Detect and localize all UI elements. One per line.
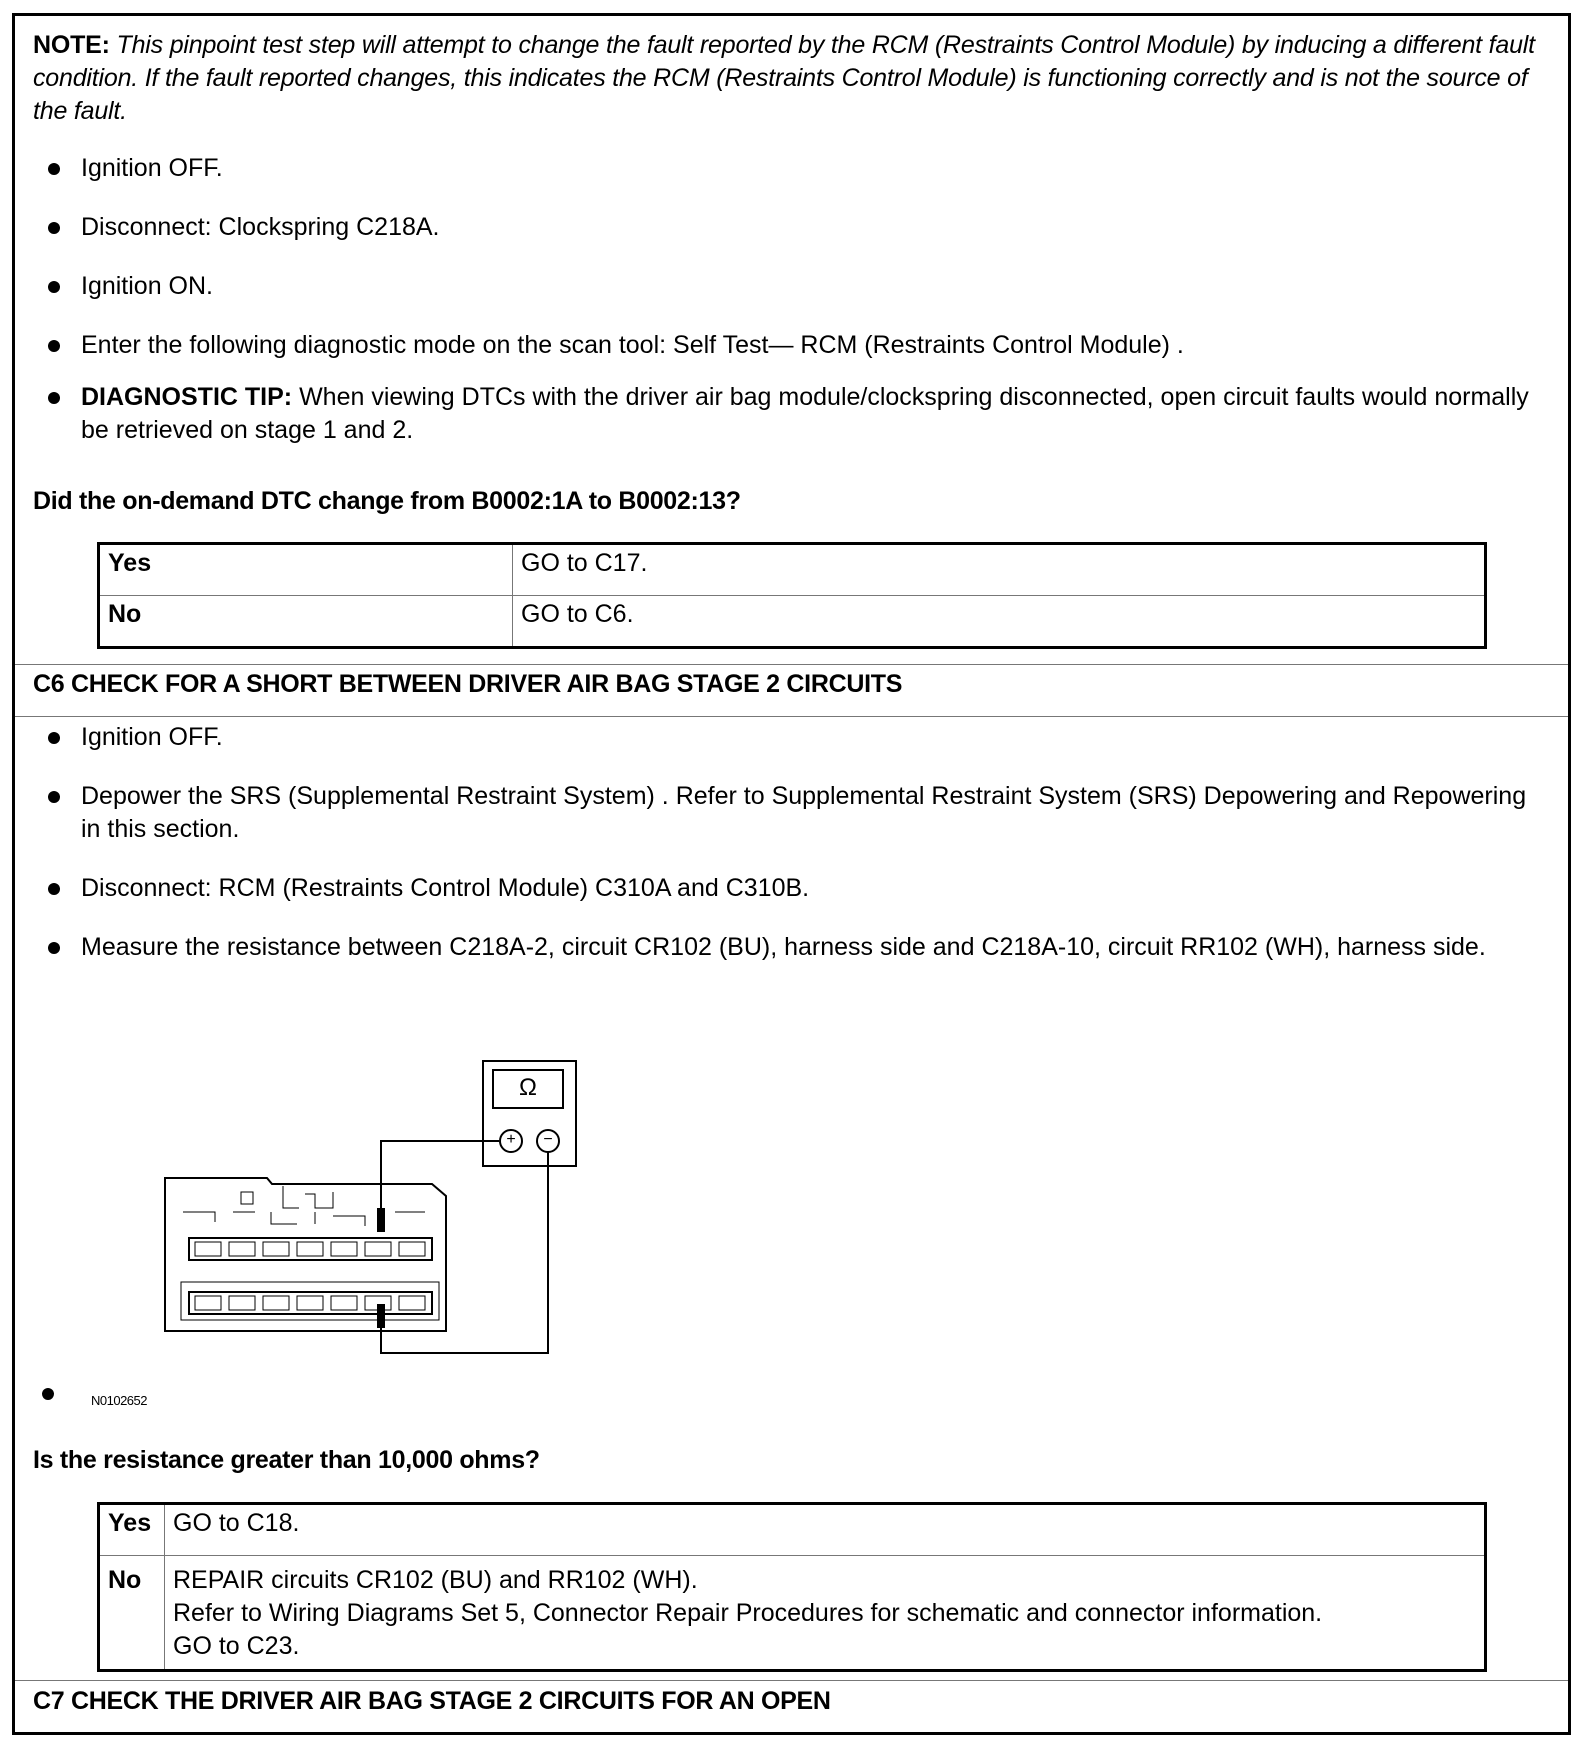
list-item: Depower the SRS (Supplemental Restraint System) . Refer to Supplemental Restraint System (SRS) Depowering and Repowering in this section.	[25, 780, 1548, 846]
connector-c218a	[165, 1178, 446, 1331]
answer-line: GO to C23.	[173, 1632, 300, 1660]
note-text: This pinpoint test step will attempt to change the fault reported by the RCM (Restraints Control Module) by inducing a different fault condition. If the fault reported changes, this indicates the RCM (Restraints Control Module) is functioning correctly and is not the source of the fault.	[33, 31, 1535, 125]
table-row	[99, 1504, 1486, 1556]
c7-heading: C7 CHECK THE DRIVER AIR BAG STAGE 2 CIRCUITS FOR AN OPEN	[33, 1687, 831, 1715]
minus-label: −	[543, 1131, 553, 1148]
negative-probe	[377, 1304, 385, 1328]
c5-question: Did the on-demand DTC change from B0002:1A to B0002:13?	[33, 487, 741, 515]
list-item: Measure the resistance between C218A-2, circuit CR102 (BU), harness side and C218A-10, circuit RR102 (WH), harness side.	[25, 931, 1548, 964]
note-label: NOTE:	[33, 31, 110, 59]
list-item: Ignition OFF.	[25, 152, 1548, 185]
list-item: Disconnect: RCM (Restraints Control Module) C310A and C310B.	[25, 872, 1548, 905]
positive-lead	[381, 1141, 499, 1211]
tip-label: DIAGNOSTIC TIP:	[81, 383, 293, 411]
c6-question: Is the resistance greater than 10,000 ohms?	[33, 1446, 540, 1474]
answer-value	[165, 1556, 1486, 1671]
ohm-symbol: Ω	[519, 1074, 537, 1101]
figure-bullet	[42, 1388, 54, 1400]
plus-label: +	[506, 1131, 516, 1148]
c6-heading: C6 CHECK FOR A SHORT BETWEEN DRIVER AIR BAG STAGE 2 CIRCUITS	[33, 670, 903, 698]
divider	[15, 1680, 1568, 1681]
tip-text: When viewing DTCs with the driver air bag module/clockspring disconnected, open circuit faults would normally be retrieved on stage 1 and 2.	[81, 383, 1529, 444]
answer-key: Yes	[99, 1504, 165, 1556]
answer-line: REPAIR circuits CR102 (BU) and RR102 (WH).	[173, 1566, 698, 1594]
list-item: Ignition OFF.	[25, 721, 1548, 754]
table-row	[99, 1556, 1486, 1671]
answer-line: Refer to Wiring Diagrams Set 5, Connector Repair Procedures for schematic and connector information.	[173, 1599, 1323, 1627]
answer-key: No	[99, 1556, 165, 1671]
list-item: Enter the following diagnostic mode on the scan tool: Self Test— RCM (Restraints Control Module) .	[25, 329, 1548, 362]
negative-lead	[381, 1152, 548, 1353]
answer-value: GO to C6.	[513, 596, 1486, 648]
c6-answer-table	[97, 1502, 1487, 1672]
answer-value	[165, 1504, 1486, 1556]
list-item: Disconnect: Clockspring C218A.	[25, 211, 1548, 244]
list-item: Ignition ON.	[25, 270, 1548, 303]
figure-id: N0102652	[91, 1393, 147, 1408]
positive-probe	[377, 1208, 385, 1232]
procedure-frame	[12, 13, 1571, 1735]
answer-key: Yes	[99, 544, 513, 596]
answer-line: GO to C18.	[173, 1509, 300, 1537]
answer-value: GO to C17.	[513, 544, 1486, 596]
answer-key: No	[99, 596, 513, 648]
